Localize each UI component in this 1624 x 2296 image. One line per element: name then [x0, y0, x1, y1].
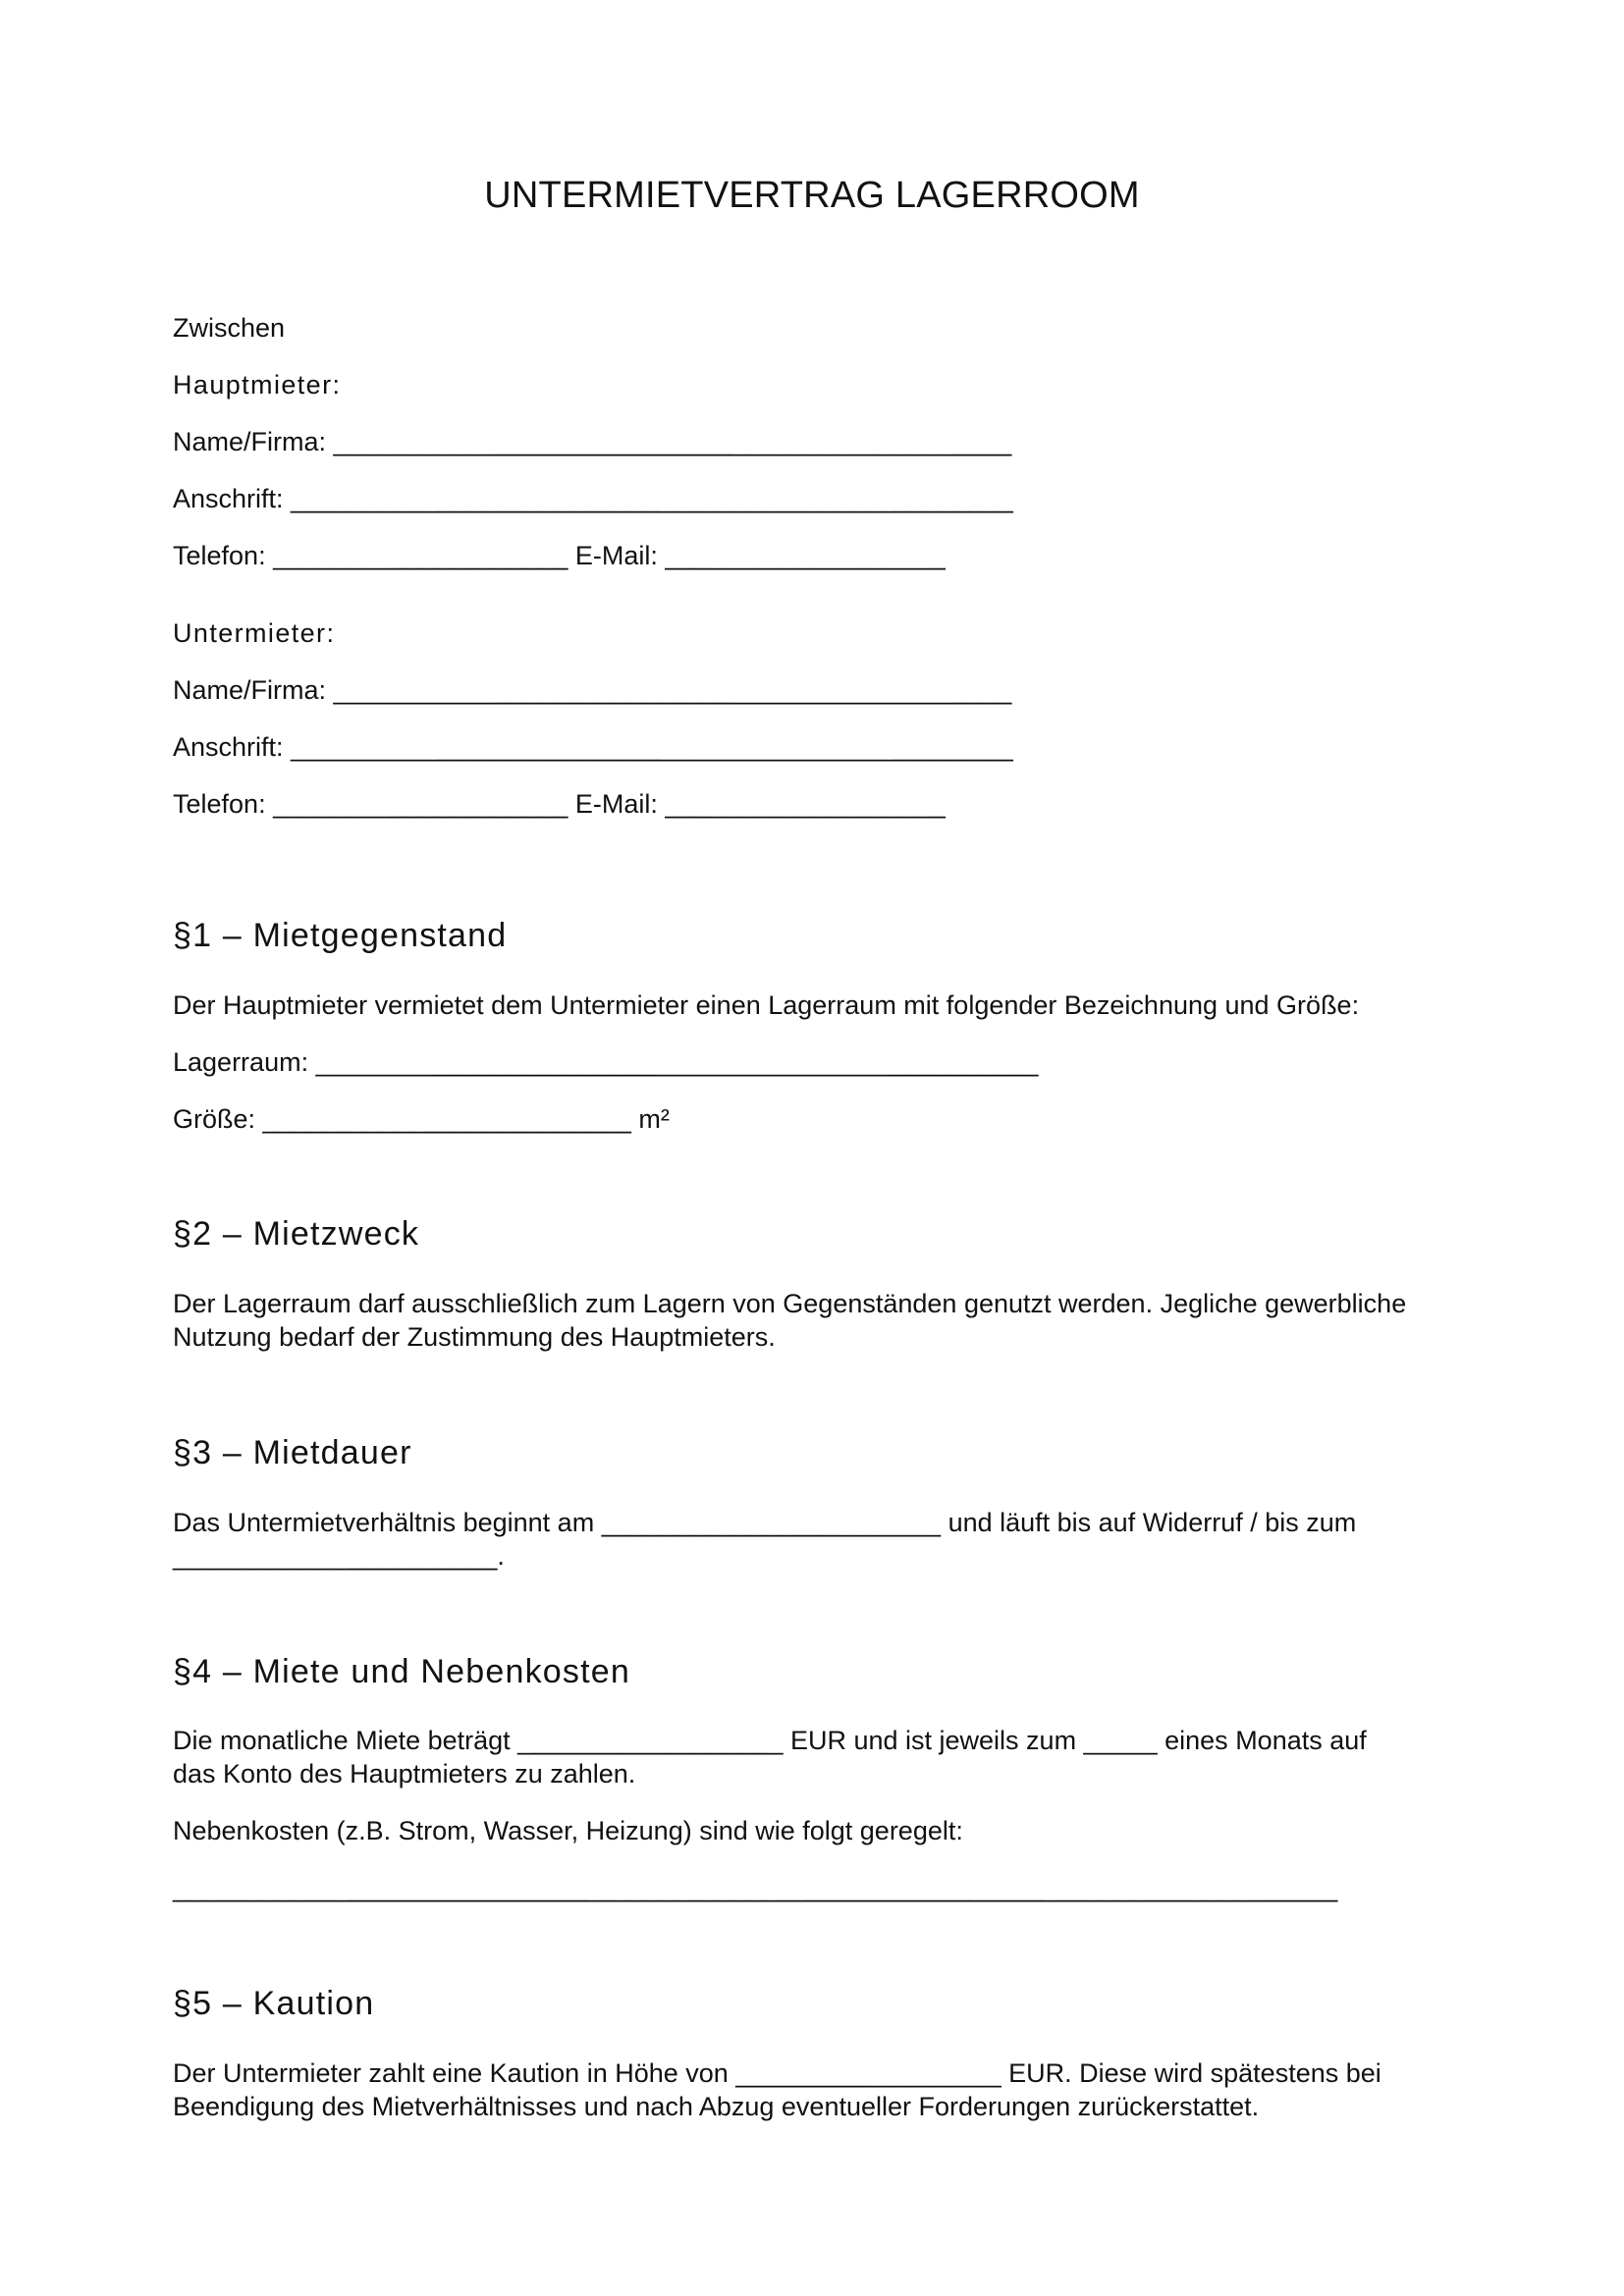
- groesse-field: Größe: _________________________ m²: [173, 1104, 670, 1134]
- untermieter-contact-field: Telefon: ____________________ E-Mail: ___________________: [173, 789, 946, 819]
- section-4-heading: §4 – Miete und Nebenkosten: [173, 1653, 630, 1690]
- nebenkosten-blank-line: _______________________________________________________________________________: [173, 1873, 1338, 1902]
- hauptmieter-label: Hauptmieter:: [173, 370, 342, 400]
- section-1-heading: §1 – Mietgegenstand: [173, 917, 508, 954]
- zwischen-text: Zwischen: [173, 313, 286, 343]
- section-3-line-2: ______________________.: [173, 1541, 505, 1571]
- section-1-text: Der Hauptmieter vermietet dem Untermieter einen Lagerraum mit folgender Bezeichnung und Größe:: [173, 990, 1360, 1020]
- hauptmieter-name-field: Name/Firma: ______________________________________________: [173, 427, 1012, 456]
- document-title: UNTERMIETVERTRAG LAGERROOM: [484, 175, 1140, 216]
- section-5-heading: §5 – Kaution: [173, 1985, 375, 2022]
- hauptmieter-contact-field: Telefon: ____________________ E-Mail: ___________________: [173, 541, 946, 570]
- untermieter-anschrift-field: Anschrift: _________________________________________________: [173, 732, 1013, 762]
- section-2-line-2: Nutzung bedarf der Zustimmung des Hauptmieters.: [173, 1322, 776, 1352]
- section-2-heading: §2 – Mietzweck: [173, 1215, 420, 1253]
- hauptmieter-anschrift-field: Anschrift: _________________________________________________: [173, 484, 1013, 513]
- untermieter-label: Untermieter:: [173, 618, 336, 648]
- section-5-line-2: Beendigung des Mietverhältnisses und nach Abzug eventueller Forderungen zurückerstattet.: [173, 2092, 1260, 2121]
- section-3-line-1: Das Untermietverhältnis beginnt am _______________________ und läuft bis auf Widerruf / bis zum: [173, 1508, 1357, 1537]
- section-5-line-1: Der Untermieter zahlt eine Kaution in Höhe von __________________ EUR. Diese wird spätestens bei: [173, 2058, 1381, 2088]
- untermieter-name-field: Name/Firma: ______________________________________________: [173, 675, 1012, 705]
- nebenkosten-text: Nebenkosten (z.B. Strom, Wasser, Heizung) sind wie folgt geregelt:: [173, 1816, 963, 1845]
- section-4-line-2: das Konto des Hauptmieters zu zahlen.: [173, 1759, 636, 1789]
- section-3-heading: §3 – Mietdauer: [173, 1434, 412, 1471]
- section-2-line-1: Der Lagerraum darf ausschließlich zum Lagern von Gegenständen genutzt werden. Jegliche gewerbliche: [173, 1289, 1407, 1318]
- lagerraum-field: Lagerraum: _________________________________________________: [173, 1047, 1039, 1077]
- section-4-line-1: Die monatliche Miete beträgt __________________ EUR und ist jeweils zum _____ eines Monats auf: [173, 1726, 1367, 1755]
